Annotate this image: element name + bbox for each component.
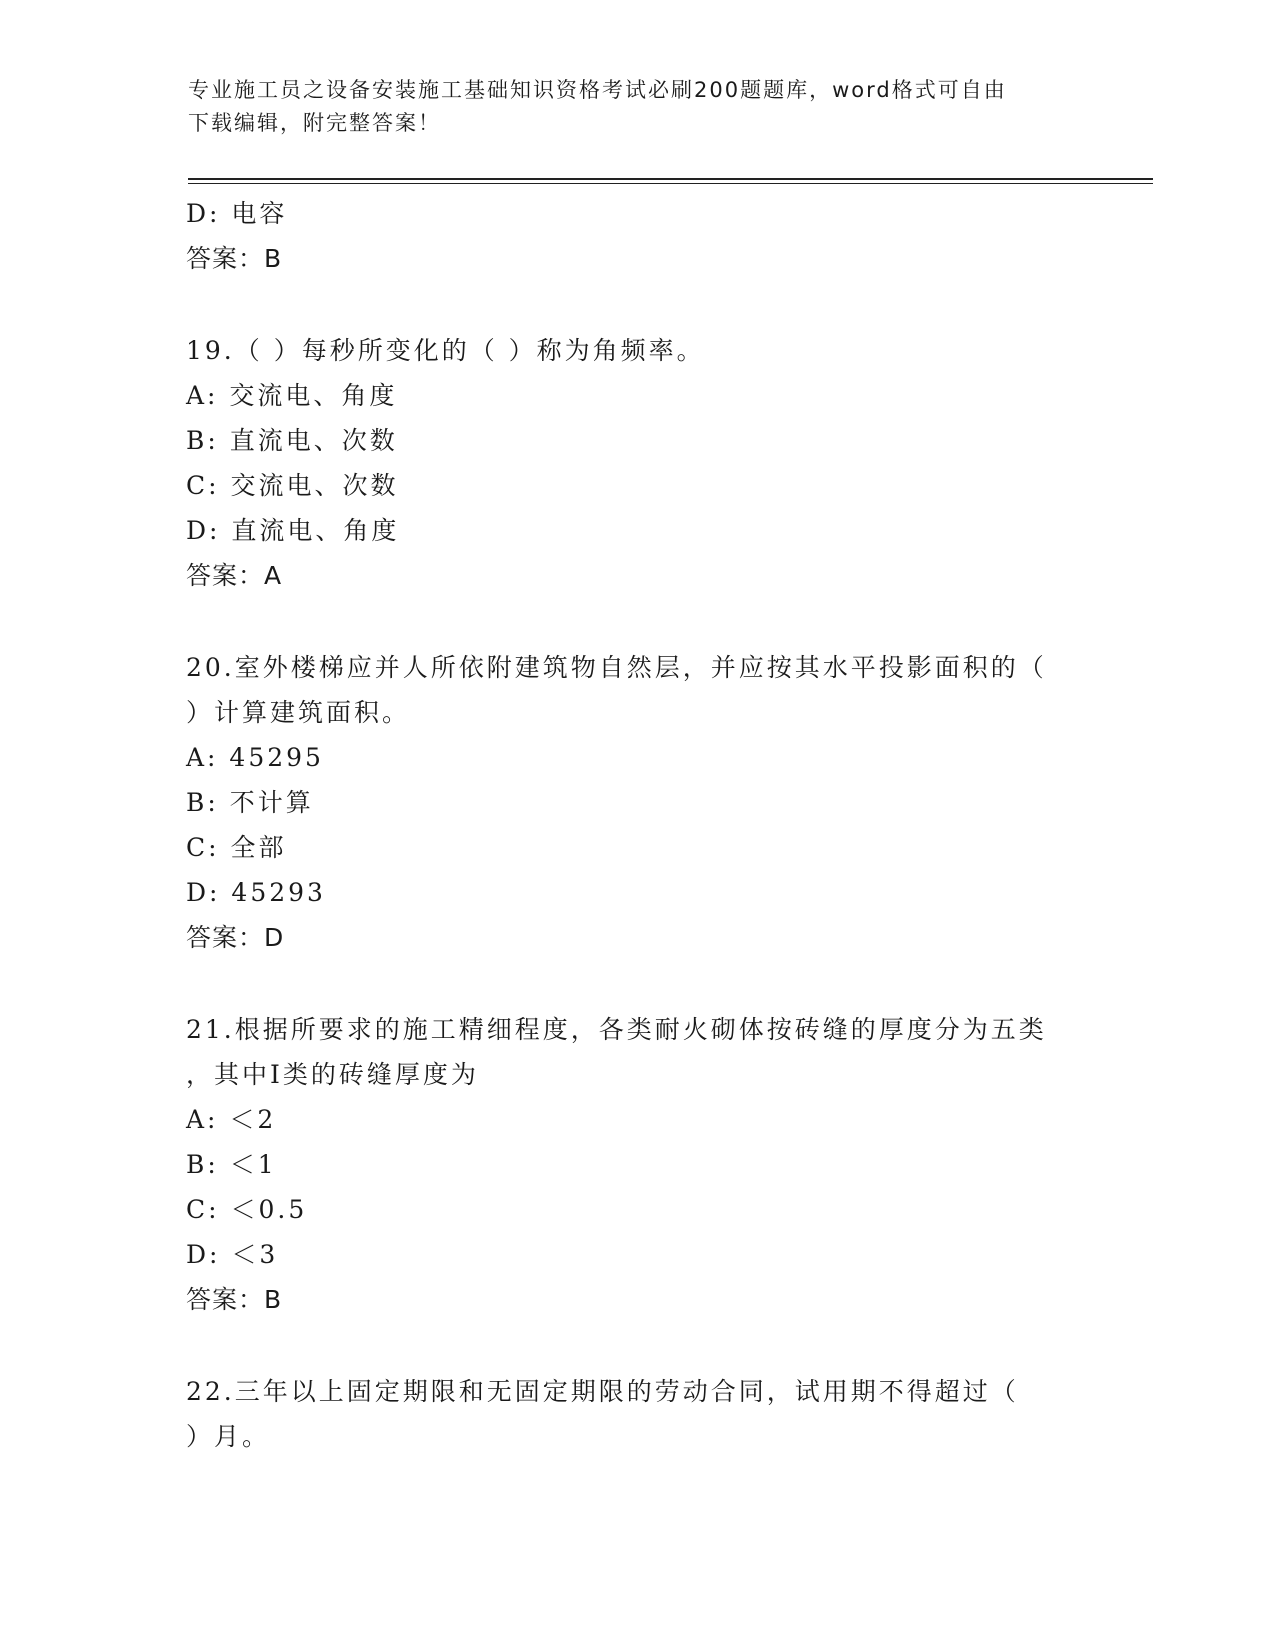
option-c: C: ＜0.5: [186, 1195, 308, 1224]
question-stem-continued: ）月。: [186, 1422, 271, 1451]
answer: 答案：A: [186, 561, 283, 590]
question-list: [186, 191, 1086, 1459]
question-block: [186, 1007, 1086, 1322]
answer: 答案：B: [186, 1285, 283, 1314]
option-d: D: 45293: [186, 878, 326, 907]
spacer: [186, 1322, 1086, 1369]
option-d: D: ＜3: [186, 1240, 279, 1269]
spacer: [186, 598, 1086, 645]
option-b: B: ＜1: [186, 1150, 277, 1179]
option-a: A: 交流电、角度: [186, 381, 398, 410]
question-stem: 21.根据所要求的施工精细程度，各类耐火砌体按砖缝的厚度分为五类: [186, 1015, 1047, 1044]
prev-answer: 答案：B: [186, 244, 283, 273]
question-stem: 22.三年以上固定期限和无固定期限的劳动合同，试用期不得超过（: [186, 1377, 1019, 1406]
header-line-2: 下载编辑，附完整答案！: [188, 111, 441, 135]
header-rule-thick: [188, 178, 1153, 180]
option-c: C: 全部: [186, 833, 287, 862]
option-b: B: 直流电、次数: [186, 426, 398, 455]
spacer: [186, 960, 1086, 1007]
header-line-1: 专业施工员之设备安装施工基础知识资格考试必刷200题题库，word格式可自由: [188, 78, 1007, 102]
answer: 答案：D: [186, 923, 285, 952]
question-block: [186, 1369, 1086, 1459]
question-stem: 20.室外楼梯应并人所依附建筑物自然层，并应按其水平投影面积的（: [186, 653, 1047, 682]
question-stem-continued: ）计算建筑面积。: [186, 698, 411, 727]
option-b: B: 不计算: [186, 788, 314, 817]
question-stem-continued: ，其中Ⅰ类的砖缝厚度为: [186, 1060, 479, 1089]
header-rule-thin: [188, 183, 1153, 184]
question-block: [186, 328, 1086, 598]
spacer: [186, 281, 1086, 328]
option-a: A: 45295: [186, 743, 324, 772]
document-header: [188, 74, 1068, 140]
option-c: C: 交流电、次数: [186, 471, 399, 500]
option-a: A: ＜2: [186, 1105, 277, 1134]
question-stem: 19.（ ）每秒所变化的（ ）称为角频率。: [186, 336, 705, 365]
question-block: [186, 645, 1086, 960]
prev-option-d: D: 电容: [186, 199, 288, 228]
option-d: D: 直流电、角度: [186, 516, 400, 545]
